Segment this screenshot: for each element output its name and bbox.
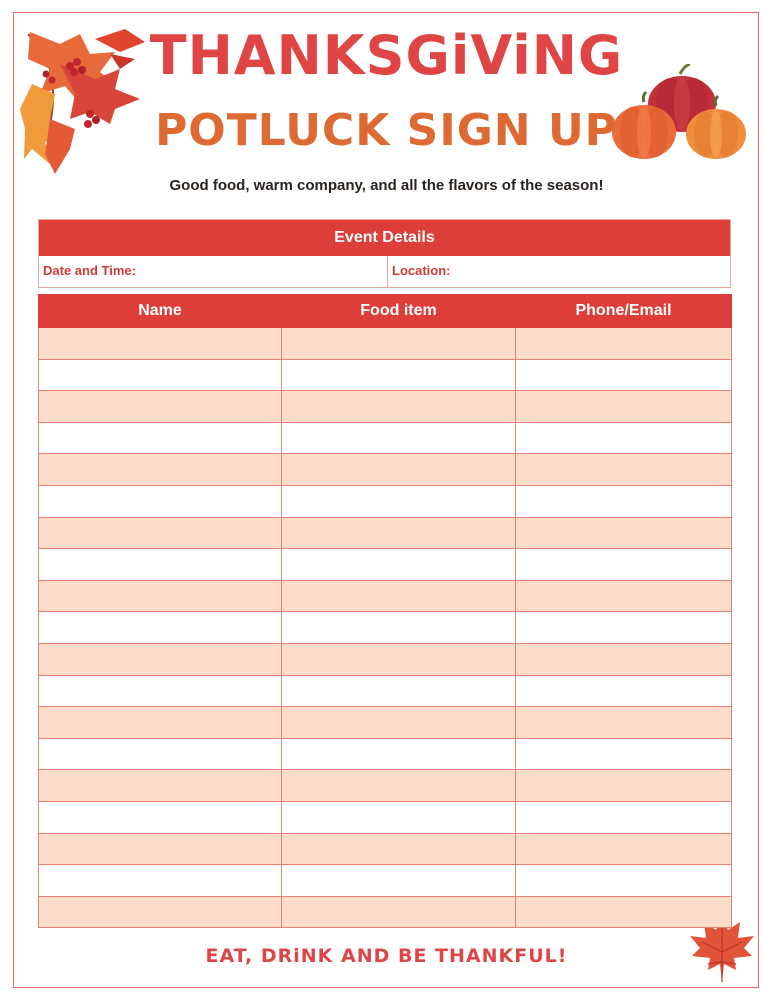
name-cell[interactable] [39,359,282,391]
name-cell[interactable] [39,738,282,770]
phone-email-cell[interactable] [516,580,732,612]
table-row [39,328,732,360]
name-cell[interactable] [39,833,282,865]
name-cell[interactable] [39,454,282,486]
phone-email-cell[interactable] [516,770,732,802]
table-row [39,770,732,802]
food-item-cell[interactable] [282,517,516,549]
food-item-cell[interactable] [282,675,516,707]
table-row [39,801,732,833]
name-cell[interactable] [39,896,282,928]
table-row [39,612,732,644]
phone-email-cell[interactable] [516,801,732,833]
table-row [39,675,732,707]
name-cell[interactable] [39,328,282,360]
phone-email-cell[interactable] [516,517,732,549]
food-item-cell[interactable] [282,549,516,581]
table-row [39,833,732,865]
food-item-cell[interactable] [282,643,516,675]
name-cell[interactable] [39,643,282,675]
food-item-cell[interactable] [282,454,516,486]
food-item-cell[interactable] [282,738,516,770]
phone-email-cell[interactable] [516,422,732,454]
food-item-cell[interactable] [282,391,516,423]
table-row [39,359,732,391]
food-item-cell[interactable] [282,580,516,612]
name-cell[interactable] [39,801,282,833]
table-row [39,549,732,581]
column-header-phone-email: Phone/Email [516,295,732,328]
table-row [39,896,732,928]
table-row [39,580,732,612]
food-item-cell[interactable] [282,612,516,644]
phone-email-cell[interactable] [516,454,732,486]
table-row [39,643,732,675]
food-item-cell[interactable] [282,801,516,833]
name-cell[interactable] [39,865,282,897]
name-cell[interactable] [39,770,282,802]
phone-email-cell[interactable] [516,738,732,770]
date-time-field[interactable]: Date and Time: [39,256,388,288]
event-details-box [38,219,731,288]
food-item-cell[interactable] [282,896,516,928]
page-subtitle: POTLUCK SIGN UP [155,105,618,156]
phone-email-cell[interactable] [516,612,732,644]
phone-email-cell[interactable] [516,833,732,865]
phone-email-cell[interactable] [516,328,732,360]
table-row [39,485,732,517]
food-item-cell[interactable] [282,770,516,802]
table-row [39,422,732,454]
table-header-row [39,295,732,328]
name-cell[interactable] [39,612,282,644]
name-cell[interactable] [39,675,282,707]
name-cell[interactable] [39,580,282,612]
table-row [39,865,732,897]
phone-email-cell[interactable] [516,896,732,928]
table-row [39,738,732,770]
tagline: Good food, warm company, and all the flavors of the season! [169,177,604,194]
column-header-name: Name [39,295,282,328]
footer-slogan: EAT, DRiNK AND BE THANKFUL! [205,945,568,967]
phone-email-cell[interactable] [516,707,732,739]
food-item-cell[interactable] [282,485,516,517]
name-cell[interactable] [39,391,282,423]
food-item-cell[interactable] [282,422,516,454]
name-cell[interactable] [39,549,282,581]
name-cell[interactable] [39,422,282,454]
food-item-cell[interactable] [282,328,516,360]
column-header-food-item: Food item [282,295,516,328]
phone-email-cell[interactable] [516,359,732,391]
phone-email-cell[interactable] [516,549,732,581]
name-cell[interactable] [39,517,282,549]
table-row [39,391,732,423]
table-row [39,707,732,739]
event-details-heading: Event Details [39,220,730,256]
phone-email-cell[interactable] [516,675,732,707]
name-cell[interactable] [39,485,282,517]
food-item-cell[interactable] [282,833,516,865]
phone-email-cell[interactable] [516,643,732,675]
signup-table [38,294,732,928]
food-item-cell[interactable] [282,865,516,897]
phone-email-cell[interactable] [516,865,732,897]
table-row [39,454,732,486]
location-field[interactable]: Location: [392,263,451,278]
name-cell[interactable] [39,707,282,739]
table-row [39,517,732,549]
food-item-cell[interactable] [282,359,516,391]
phone-email-cell[interactable] [516,391,732,423]
page-title: THANKSGiViNG [149,24,624,87]
phone-email-cell[interactable] [516,485,732,517]
event-details-row [39,256,730,288]
food-item-cell[interactable] [282,707,516,739]
